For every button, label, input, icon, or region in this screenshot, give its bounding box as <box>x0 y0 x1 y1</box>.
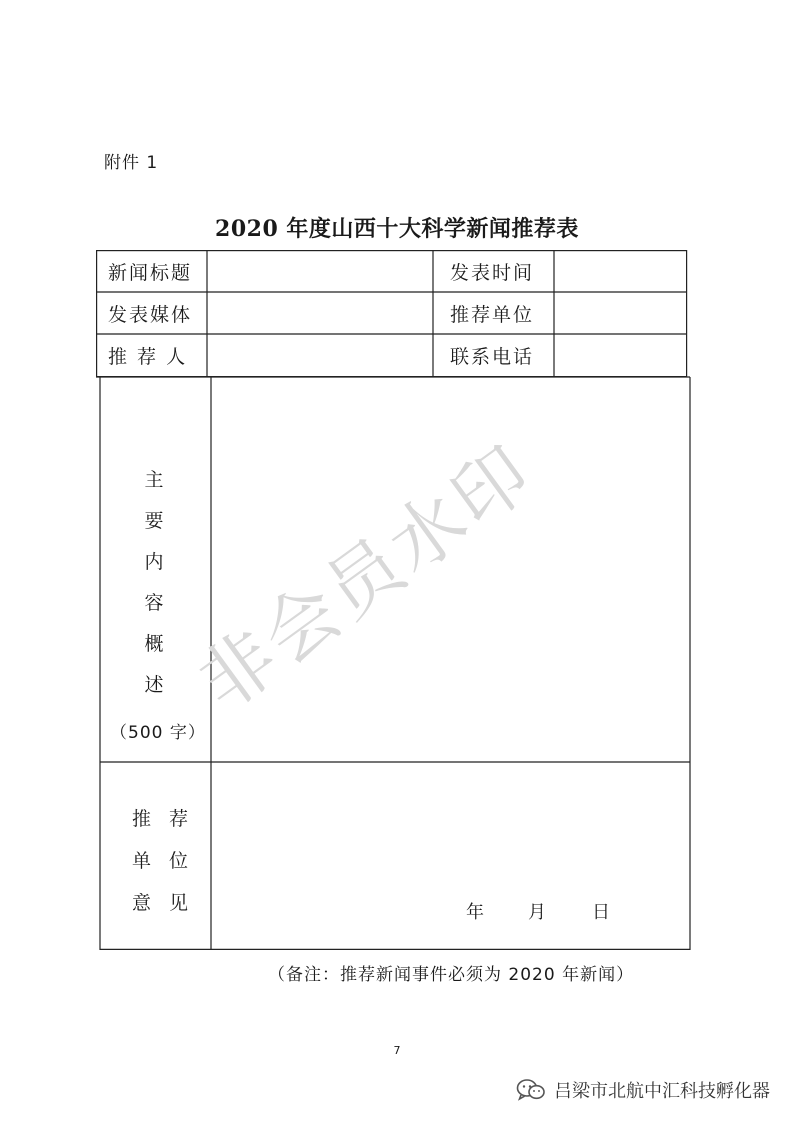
opinion-line-1: 推荐 <box>132 808 207 830</box>
summary-char: 述 <box>144 674 164 696</box>
summary-char: 容 <box>144 592 164 614</box>
page-number: 7 <box>393 1044 401 1057</box>
summary-char: 内 <box>144 551 164 573</box>
footer-brand <box>516 1077 770 1103</box>
contact-phone-label: 联系电话 <box>450 346 535 368</box>
recommendation-form <box>96 250 694 950</box>
date-day: 日 <box>592 902 610 923</box>
news-title-label: 新闻标题 <box>108 262 193 284</box>
date-month: 月 <box>528 902 546 923</box>
publish-time-label: 发表时间 <box>450 262 535 284</box>
attachment-label: 附件 1 <box>104 153 159 173</box>
opinion-line-3: 意见 <box>132 892 207 914</box>
summary-char: 要 <box>144 510 164 532</box>
wechat-icon <box>516 1078 546 1102</box>
recommender-label: 推 荐 人 <box>108 346 188 368</box>
summary-label <box>136 460 172 706</box>
word-count-label: （500 字） <box>110 723 206 743</box>
recommending-unit-label: 推荐单位 <box>450 304 535 326</box>
date-year: 年 <box>466 902 484 923</box>
form-title: 2020 年度山西十大科学新闻推荐表 <box>215 216 579 242</box>
summary-char: 主 <box>144 469 164 491</box>
form-note: （备注：推荐新闻事件必须为 2020 年新闻） <box>268 965 635 985</box>
summary-char: 概 <box>144 633 164 655</box>
opinion-line-2: 单位 <box>132 850 207 872</box>
footer-brand-name: 吕梁市北航中汇科技孵化器 <box>554 1081 770 1102</box>
publish-media-label: 发表媒体 <box>108 304 193 326</box>
watermark-text: 非会员水印 <box>183 428 550 728</box>
